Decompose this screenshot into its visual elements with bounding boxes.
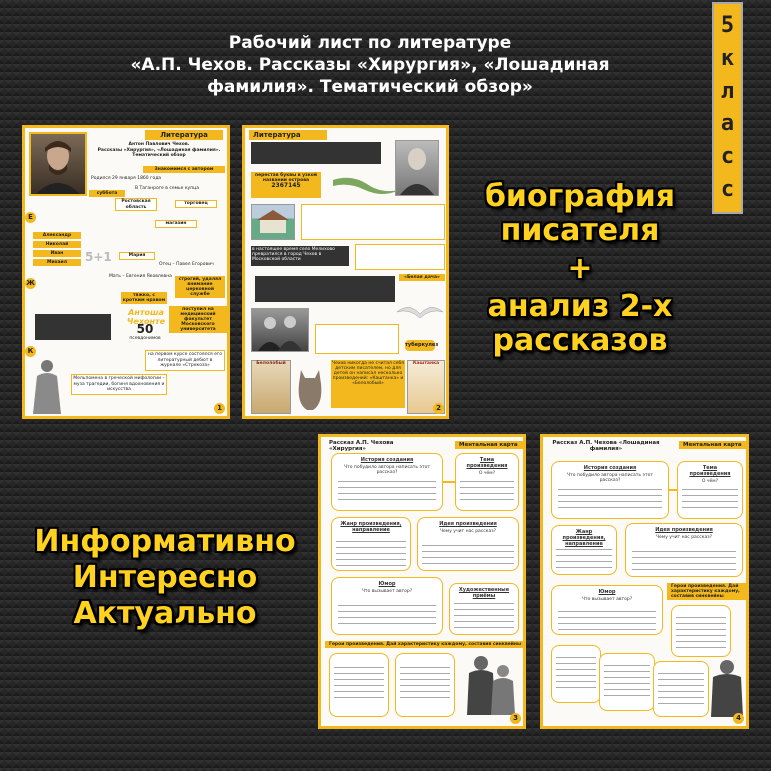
box-label: Художественные приёмы (458, 587, 510, 599)
connector (669, 489, 677, 491)
yalta-text (255, 276, 395, 302)
answer-lines (336, 536, 406, 566)
book-title: Каштанка (412, 361, 440, 366)
slogan-line: Актуально (73, 596, 257, 631)
marriage-text (315, 324, 399, 354)
box-question: Что вызывает автор? (361, 589, 413, 594)
mental-map-label: Ментальная карта (679, 441, 749, 449)
book-title: Белолобый (256, 361, 286, 366)
book-belolobyi (251, 360, 291, 414)
answer-lines (604, 660, 650, 696)
box-question: Чему учит нас рассказ? (439, 529, 497, 534)
box-genre (331, 517, 411, 571)
title-line-3: фамилия». Тематический обзор» (207, 77, 533, 97)
worksheet-page-2 (242, 125, 449, 419)
sheet1-heading (91, 142, 227, 159)
melikhovo-text: в настоящее время село Мелихово превратился в город Чехов в Московской области (251, 246, 349, 266)
box-theme (677, 461, 743, 519)
marker-badge: Ж (26, 279, 35, 287)
page-number: 1 (214, 403, 225, 414)
box-genre (551, 525, 617, 575)
early-works (35, 314, 111, 340)
count-label: псевдонимов (129, 336, 161, 341)
answer-lines (454, 598, 514, 628)
box-humor (551, 585, 663, 635)
count-value: 50 (136, 322, 154, 336)
answer-lines (682, 484, 738, 508)
box-question: Что побудило автора написать этот рассказ? (344, 465, 430, 475)
hero-box-4 (653, 661, 709, 717)
page-number: 2 (433, 403, 444, 414)
muse-statue (29, 356, 65, 416)
answer-lines (400, 662, 450, 698)
grade-char: с (720, 176, 735, 202)
couple-photo (251, 308, 309, 352)
answer-lines (558, 484, 662, 508)
pen-name: Антоша Чехонте (126, 308, 166, 326)
answer-lines (676, 612, 726, 648)
heading-line: Рассказы «Хирургия», «Лошадиная фамилия». (97, 147, 221, 153)
father-text: Отец – Павел Егорович (159, 262, 214, 267)
grade-char: с (720, 143, 735, 169)
melikhovo-text-a (301, 204, 445, 240)
box-question: Чему учит нас рассказ? (655, 535, 713, 540)
heading-line: Тематический обзор (132, 153, 186, 158)
mother-text: Мать – Евгения Яковлевна (109, 274, 172, 279)
characters-illustration (461, 651, 517, 717)
flag-text: перестав буквы в узкой названии острова (254, 173, 318, 183)
brother-name: Николай (33, 241, 81, 248)
brother-name: Иван (33, 250, 81, 257)
answer-lines (422, 540, 514, 564)
page-title (40, 32, 700, 98)
grade-char: а (720, 111, 735, 137)
father-trait: строгий, удалял внимание церковной службе (175, 276, 225, 298)
worksheet-page-4 (540, 434, 749, 729)
journal-text: на первом курсе состоялся его литературный дебют в журнале «Стрекоза» (145, 350, 225, 371)
mother-trait: тяжко, с кротким нравом (122, 293, 166, 303)
box-label: Идея произведения (655, 527, 713, 533)
box-label: Юмор (598, 589, 616, 595)
title-line-1: Рабочий лист по литературе (228, 33, 512, 53)
hero-box-1 (671, 605, 731, 657)
island-code: 2367145 (271, 182, 301, 189)
box-humor (331, 577, 443, 635)
pseudonym-count (125, 322, 165, 342)
hero-box-3 (599, 653, 655, 711)
marker-badge: Е (25, 212, 36, 223)
university-text: поступил на медицинский факультет Московского университета (169, 306, 227, 333)
slogan-line: рассказов (492, 323, 668, 358)
born-text: Родился 29 января 1860 года (91, 176, 162, 181)
hero-box-2 (551, 645, 601, 703)
box-question: Что вызывает автор? (581, 597, 633, 602)
box-label: Юмор (378, 581, 396, 587)
box-question: О чём? (701, 479, 719, 484)
item-shop: магазин (155, 220, 197, 228)
box-question: О чём? (478, 471, 496, 476)
tb-badge: туберкулез (405, 340, 435, 351)
sheet-header: Литература (145, 130, 223, 140)
slogan-biography (470, 180, 690, 358)
muse-text: Мельпомена в греческой мифологии – муза трагедии, богиня вдохновения и искусства (71, 374, 167, 395)
answer-lines (338, 476, 436, 500)
mental-map-label: Ментальная карта (455, 441, 525, 449)
chekhov-portrait-2 (395, 140, 439, 196)
box-label: Тема произведения (466, 457, 508, 469)
box-history (551, 461, 669, 519)
marker-badge: К (25, 346, 36, 357)
worksheet-page-1 (22, 125, 230, 419)
box-label: Жанр произведения, направление (340, 521, 402, 533)
answer-lines (558, 606, 656, 630)
grade-char: 5 (720, 13, 735, 39)
characters-illustration (709, 657, 747, 719)
brother-name: Александр (33, 232, 81, 239)
item-maria: Мария (119, 252, 155, 260)
grade-char: к (720, 45, 735, 71)
house-photo (251, 204, 295, 240)
heroes-label: Герои произведения. Дай характеристику каждому, составив синквейны (325, 641, 526, 648)
hero-box-2 (395, 653, 455, 717)
title-line-2: «А.П. Чехов. Рассказы «Хирургия», «Лошадиная (130, 55, 610, 75)
slogan-qualities (20, 524, 310, 632)
box-question: Что побудило автора написать этот рассказ? (567, 473, 653, 483)
seagull-image (395, 300, 445, 326)
white-dacha: «Белая дача» (399, 274, 445, 281)
chekhov-portrait (29, 132, 87, 196)
melikhovo-detail (355, 244, 445, 270)
heading-line: Антон Павлович Чехов. (128, 142, 190, 147)
intro-label: Знакомимся с автором (143, 166, 225, 173)
answer-lines (632, 546, 736, 570)
page-number: 3 (510, 713, 521, 724)
box-theme (455, 453, 519, 511)
sakhalin-intro (251, 142, 381, 164)
answer-lines (338, 600, 436, 624)
brother-name: Михаил (33, 259, 81, 266)
connector (443, 481, 455, 483)
sheet-header: Литература (249, 130, 327, 140)
grade-badge (712, 2, 743, 214)
slogan-line: писателя (500, 213, 660, 248)
slogan-line: анализ 2-х (487, 289, 673, 324)
sakhalin-map (331, 170, 401, 200)
box-label: Жанр произведения, направление (562, 529, 606, 547)
heroes-label: Герои произведения. Дай характеристику каждому, составив синквейны (667, 583, 749, 600)
children-note: Чехов никогда не считал себя детским писателем, но для детей он написал несколько произведений: «Каштанка» и «Белолобый» (331, 360, 405, 408)
slogan-line: биография (484, 179, 676, 214)
box-history (331, 453, 443, 511)
answer-lines (334, 662, 384, 698)
answer-lines (658, 668, 704, 704)
page-number: 4 (733, 713, 744, 724)
box-devices (449, 583, 519, 635)
box-label: Идея произведения (439, 521, 497, 527)
item-trader: торговец (175, 200, 217, 208)
box-label: Тема произведения (689, 465, 731, 477)
answer-lines (556, 652, 596, 688)
item-saturday: суббота (89, 190, 125, 197)
answer-lines (556, 544, 612, 568)
grade-char: л (720, 78, 735, 104)
slogan-line: Информативно (34, 524, 296, 559)
brothers-list (33, 232, 83, 266)
worksheet-page-3 (318, 434, 526, 729)
city-text: В Таганроге в семье купца (135, 186, 199, 191)
sheet4-title: Рассказ А.П. Чехова «Лошадиная фамилия» (552, 440, 660, 452)
box-idea (417, 517, 519, 571)
slogan-line: + (567, 251, 593, 286)
hero-box-1 (329, 653, 389, 717)
box-idea (625, 523, 743, 577)
item-region: Ростовская область (115, 198, 157, 211)
dog-image (293, 364, 327, 412)
box-label: История создания (583, 465, 637, 471)
box-label: История создания (360, 457, 414, 463)
family-sum: 5+1 (85, 250, 112, 264)
answer-lines (460, 476, 514, 500)
island-flag-text (251, 172, 321, 198)
sheet3-title: Рассказ А.П. Чехова «Хирургия» (329, 440, 394, 452)
slogan-line: Интересно (72, 560, 258, 595)
